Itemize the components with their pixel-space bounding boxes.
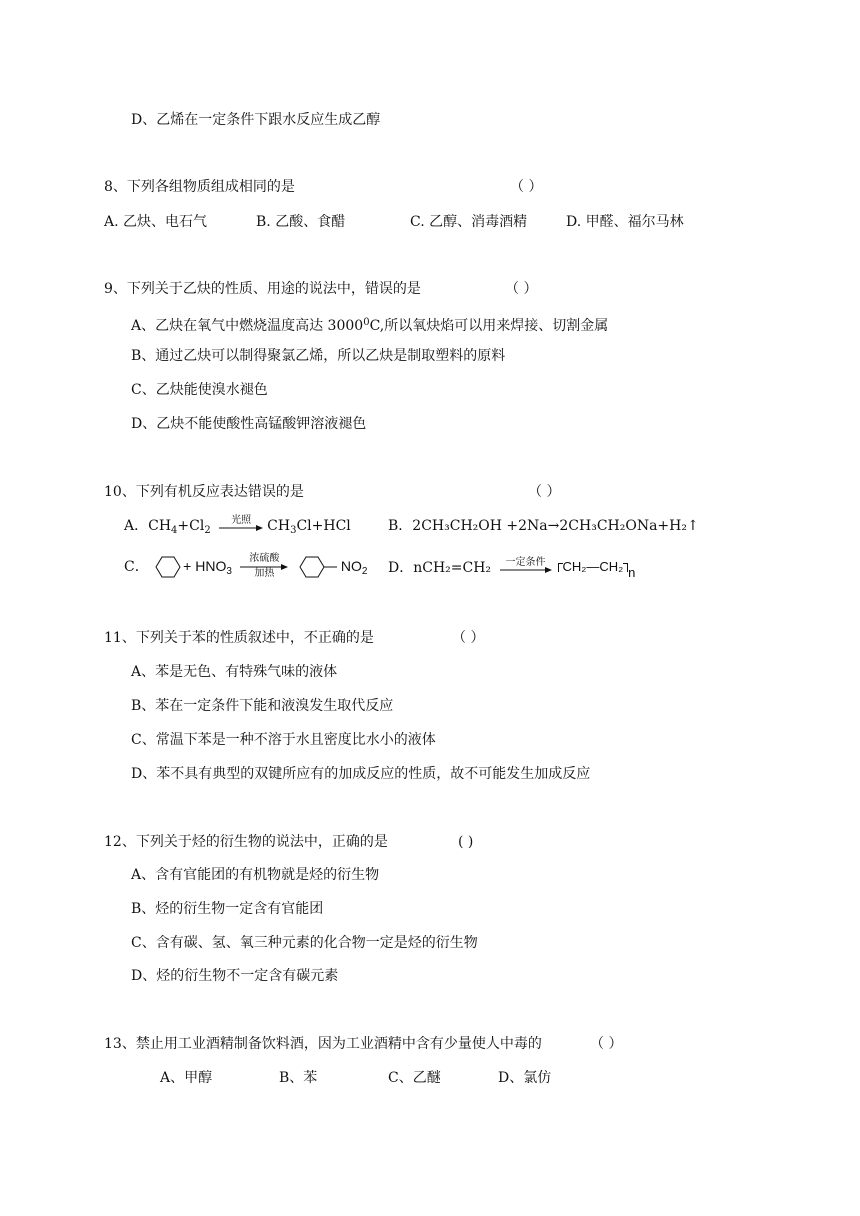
q10-option-c-label: C． [124,559,149,575]
q11-stem: 11、下列关于苯的性质叙述中，不正确的是 [104,630,374,646]
q12-option-b: B、烃的衍生物一定含有官能团 [131,901,324,917]
q11-answer-paren: （ ） [452,630,485,646]
q12-answer-paren: ( ) [458,834,474,850]
q9-option-b: B、通过乙炔可以制得聚氯乙烯，所以乙炔是制取塑料的原料 [131,348,506,364]
q12-option-c: C、含有碳、氢、氧三种元素的化合物一定是烃的衍生物 [131,935,478,951]
nitric-acid-reagent: + HNO [183,558,227,574]
q13-option-a: A、甲醇 [160,1070,213,1086]
nitration-condition-bottom: 加热 [254,568,275,579]
q12-option-a: A、含有官能团的有机物就是烃的衍生物 [131,867,380,883]
nitric-acid-sub: 3 [226,566,232,577]
q11-option-b: B、苯在一定条件下能和液溴发生取代反应 [131,698,394,714]
reaction-condition: 光照 [231,515,252,526]
q9-option-a-text-2: C,所以氧炔焰可以用来焊接、切割金属 [369,318,609,334]
q9-option-a-text: A、乙炔在氧气中燃烧温度高达 3000 [131,318,364,334]
q8-option-d: D. 甲醛、福尔马林 [566,214,684,230]
q9-option-a [131,313,608,336]
q9-option-d: D、乙炔不能使酸性高锰酸钾溶液褪色 [131,416,367,432]
q11-option-d: D、苯不具有典型的双键所应有的加成反应的性质，故不可能发生加成反应 [131,766,591,782]
q13-stem: 13、禁止用工业酒精制备饮料酒，因为工业酒精中含有少量使人中毒的 [104,1036,542,1052]
q9-answer-paren: （ ） [505,281,538,297]
polymer-repeat-unit: CH₂—CH₂ [562,559,624,574]
polyethylene-formula [558,556,636,580]
benzene-ring-icon [155,556,181,578]
q8-option-b: B. 乙酸、食醋 [256,214,346,230]
q10-option-a: A．$CH_4+Cl_2$ 光照 $CH_3Cl+HCl$ [124,515,351,536]
q9-stem: 9、下列关于乙炔的性质、用途的说法中，错误的是 [104,281,421,297]
reaction-arrow [217,516,265,536]
polymer-degree: n [628,565,636,580]
q10-stem: 10、下列有机反应表达错误的是 [104,484,304,500]
q13-option-d: D、氯仿 [498,1070,552,1086]
q8-stem: 8、下列各组物质组成相同的是 [104,179,295,195]
nitration-condition-top: 浓硫酸 [249,553,280,564]
q7-option-d: D、乙烯在一定条件下跟水反应生成乙醇 [131,112,381,128]
nitrobenzene-ring-icon [299,556,339,578]
q10-option-a-label: A． [124,518,149,534]
q12-stem: 12、下列关于烃的衍生物的说法中，正确的是 [104,834,388,850]
q8-option-c: C. 乙醇、消毒酒精 [410,214,528,230]
polymerization-condition: 一定条件 [505,557,546,568]
q8-answer-paren: （ ） [510,179,543,195]
q13-option-b: B、苯 [279,1070,318,1086]
q11-option-a: A、苯是无色、有特殊气味的液体 [131,664,338,680]
q8-option-a: A. 乙炔、电石气 [104,214,208,230]
nitration-arrow [238,553,290,581]
q12-option-d: D、烃的衍生物不一定含有碳元素 [131,968,339,984]
q9-option-c: C、乙炔能使溴水褪色 [131,382,268,398]
ethylene-formula: nCH₂=CH₂ [413,560,492,576]
q10-option-b [388,516,699,536]
nitro-group-sub: 2 [361,566,368,577]
q10-option-d-label: D． [388,560,414,576]
polymerization-arrow [498,558,554,578]
q10-option-c [124,553,367,581]
q10-option-b-label: B． [388,518,413,534]
q10-answer-paren: （ ） [528,484,561,500]
q11-option-c: C、常温下苯是一种不溶于水且密度比水小的液体 [131,732,436,748]
q10-option-d [388,556,637,584]
q13-answer-paren: （ ） [590,1036,623,1052]
nitro-group: NO [340,558,362,574]
q13-option-c: C、乙醚 [388,1070,441,1086]
q10-option-b-text: 2CH₃CH₂OH +2Na→2CH₃CH₂ONa+H₂↑ [412,518,699,534]
degree-sup: 0 [363,317,370,328]
